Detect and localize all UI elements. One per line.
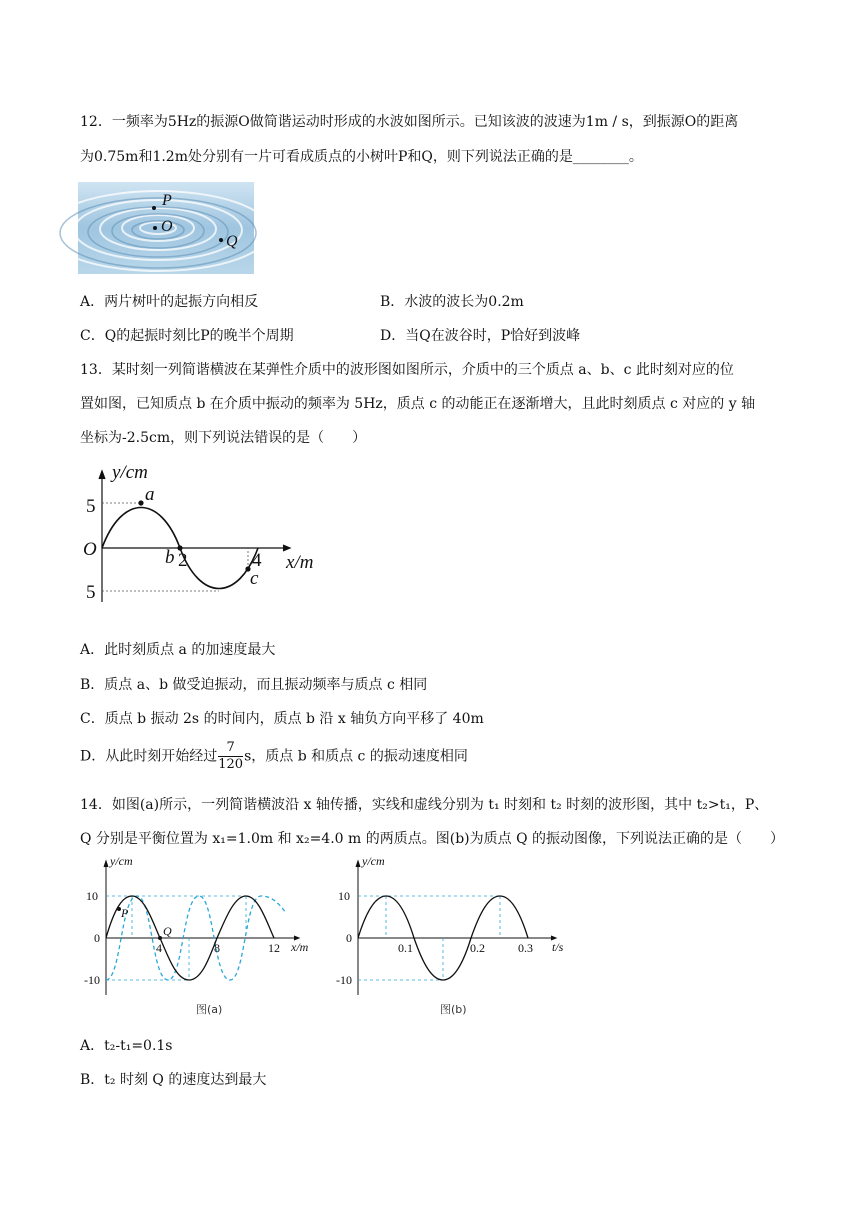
label-q: Q xyxy=(226,233,238,250)
q14b-xtick-0.1: 0.1 xyxy=(398,941,413,955)
q14b-ylabel: y/cm xyxy=(362,854,385,868)
fraction-7-120 xyxy=(218,740,243,773)
q13-point-b: b xyxy=(165,547,175,568)
q14a-ytick-0: 0 xyxy=(94,931,100,945)
q13-option-a: A．此时刻质点 a 的加速度最大 xyxy=(80,642,276,658)
q14a-ytick-10: 10 xyxy=(86,889,98,903)
q14-figure-b xyxy=(330,855,570,1025)
q14a-xtick-12: 12 xyxy=(268,941,280,955)
q12-option-d: D．当Q在波谷时，P恰好到波峰 xyxy=(380,328,581,344)
q14b-caption: 图(b) xyxy=(440,1003,467,1016)
q13-point-a: a xyxy=(145,484,155,505)
q13-text-line-3: 坐标为-2.5cm，则下列说法错误的是（ ） xyxy=(80,430,367,446)
q14-figure-a xyxy=(86,855,318,1025)
q13-xlabel: x/m xyxy=(286,552,314,573)
fraction-numerator: 7 xyxy=(218,740,243,757)
q13-option-b: B．质点 a、b 做受迫振动，而且振动频率与质点 c 相同 xyxy=(80,677,428,693)
q13-xtick-2: 2 xyxy=(178,550,188,571)
q12-text-line-1: 12．一频率为5Hz的振源O做简谐运动时形成的水波如图所示。已知该波的波速为1m / s，到振源O的距离 xyxy=(80,114,739,130)
q13-ylabel: y/cm xyxy=(112,462,148,483)
q13-ytick-top: 5 xyxy=(86,496,96,517)
q14a-ytick-neg10: -10 xyxy=(84,973,100,987)
label-o: O xyxy=(161,218,173,235)
q13-xtick-4: 4 xyxy=(252,550,262,571)
q14a-xtick-8: 8 xyxy=(214,941,220,955)
q14a-label-p: P xyxy=(121,906,129,920)
q14b-ytick-0: 0 xyxy=(346,931,352,945)
q13-ytick-bottom: 5 xyxy=(86,582,96,603)
q14b-ytick-10: 10 xyxy=(338,889,350,903)
q14-option-b: B．t₂ 时刻 Q 的速度达到最大 xyxy=(80,1072,267,1088)
q13-point-c: c xyxy=(250,568,259,589)
q13-option-d-prefix: D．从此时刻开始经过 xyxy=(80,748,218,765)
water-wave-image xyxy=(78,182,254,274)
q13-option-c: C．质点 b 振动 2s 的时间内，质点 b 沿 x 轴负方向平移了 40m xyxy=(80,711,484,727)
q13-origin: O xyxy=(83,539,97,560)
q12-option-c: C．Q的起振时刻比P的晚半个周期 xyxy=(80,328,294,344)
q12-text-line-2: 为0.75m和1.2m处分别有一片可看成质点的小树叶P和Q，则下列说法正确的是________。 xyxy=(80,149,643,165)
q13-text-line-2: 置如图，已知质点 b 在介质中振动的频率为 5Hz，质点 c 的动能正在逐渐增大，且此时刻质点 c 对应的 y 轴 xyxy=(80,396,756,412)
q13-waveform-figure xyxy=(78,462,358,616)
q14a-xlabel: x/m xyxy=(291,940,309,954)
q12-option-b: B．水波的波长为0.2m xyxy=(380,294,524,310)
q14a-label-q: Q xyxy=(163,924,172,938)
label-p: P xyxy=(162,192,172,209)
q13-text-line-1: 13．某时刻一列简谐横波在某弹性介质中的波形图如图所示，介质中的三个质点 a、b、c 此时刻对应的位 xyxy=(80,362,734,378)
fraction-denominator: 120 xyxy=(218,757,244,772)
q14b-ytick-neg10: -10 xyxy=(336,973,352,987)
q14-text-line-1: 14．如图(a)所示，一列简谐横波沿 x 轴传播，实线和虚线分别为 t₁ 时刻和 t₂ 时刻的波形图，其中 t₂>t₁，P、 xyxy=(80,797,769,813)
q14a-caption: 图(a) xyxy=(196,1003,223,1016)
q14-option-a: A．t₂-t₁=0.1s xyxy=(80,1038,173,1054)
q13-option-d-suffix: s，质点 b 和质点 c 的振动速度相同 xyxy=(244,748,468,765)
q14a-xtick-4: 4 xyxy=(156,941,162,955)
q13-option-d xyxy=(80,740,468,773)
q14b-xtick-0.2: 0.2 xyxy=(470,941,485,955)
q12-option-a: A．两片树叶的起振方向相反 xyxy=(80,294,259,310)
q14b-xtick-0.3: 0.3 xyxy=(518,941,533,955)
q14-text-line-2: Q 分别是平衡位置为 x₁=1.0m 和 x₂=4.0 m 的两质点。图(b)为质点 Q 的振动图像，下列说法正确的是（ ） xyxy=(80,831,784,847)
q14b-xlabel: t/s xyxy=(552,940,564,954)
q14a-ylabel: y/cm xyxy=(110,854,133,868)
